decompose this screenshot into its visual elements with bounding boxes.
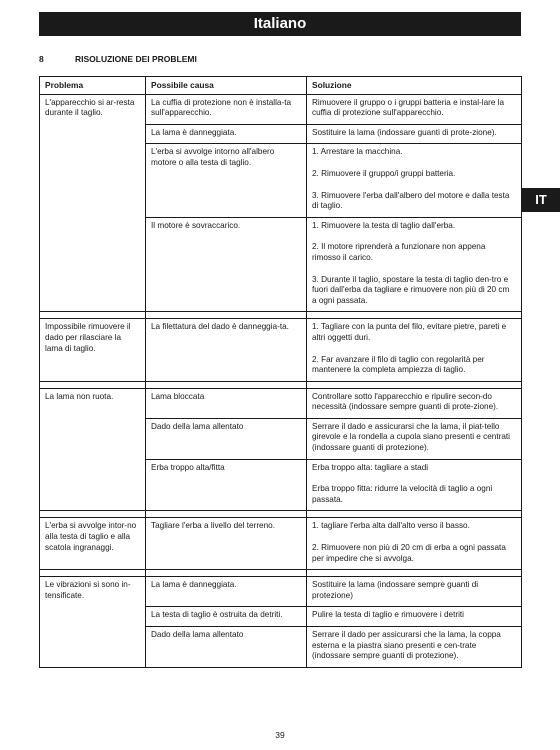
- language-side-tab: IT: [522, 188, 560, 212]
- solution-cell: [307, 388, 522, 418]
- problem-cell: Impossibile rimuovere il dado per rilasciare la lama di taglio.: [40, 319, 146, 381]
- page-number: 39: [275, 730, 285, 740]
- table-header-row: [40, 77, 522, 95]
- solution-step: Serrare il dado per assicurarsi che la lama, la coppa esterna e la piastra siano presenti e cen-trate (indossare sempre guanti di protezione).: [312, 630, 501, 661]
- solution-step: 3. Durante il taglio, spostare la testa di taglio den-tro e fuori dall'erba da tagliare e rimuovere non più di 20 cm a ogni passata.: [312, 274, 510, 305]
- solution-cell: [307, 418, 522, 459]
- section-title: RISOLUZIONE DEI PROBLEMI: [75, 54, 197, 64]
- cause-cell: Il motore è sovraccarico.: [146, 217, 307, 312]
- cause-cell: La filettatura del dado è danneggia-ta.: [146, 319, 307, 381]
- cause-cell: Erba troppo alta/fitta: [146, 459, 307, 511]
- solution-cell: [307, 607, 522, 627]
- solution-cell: [307, 319, 522, 381]
- table-row: [40, 319, 522, 381]
- cause-cell: Lama bloccata: [146, 388, 307, 418]
- problem-cell: Le vibrazioni si sono in-tensificate.: [40, 577, 146, 668]
- column-header-cause: Possibile causa: [146, 77, 307, 95]
- solution-cell: [307, 124, 522, 144]
- language-header: Italiano: [39, 12, 521, 36]
- group-spacer: [40, 570, 522, 577]
- problem-cell: La lama non ruota.: [40, 388, 146, 511]
- troubleshooting-table: [39, 76, 522, 668]
- solution-cell: [307, 94, 522, 124]
- solution-step: Serrare il dado e assicurarsi che la lama, il piat-tello girevole e la rondella a cupola siano presenti e centrati (indossare guanti di protezione).: [312, 421, 510, 453]
- solution-cell: [307, 459, 522, 511]
- cause-cell: L'erba si avvolge intorno all'albero motore o alla testa di taglio.: [146, 144, 307, 217]
- solution-step: Erba troppo alta: tagliare a stadi: [312, 462, 429, 472]
- solution-step: 1. Rimuovere la testa di taglio dall'erba.: [312, 220, 456, 230]
- cause-cell: La lama è danneggiata.: [146, 124, 307, 144]
- cause-cell: Dado della lama allentato: [146, 418, 307, 459]
- solution-step: Rimuovere il gruppo o i gruppi batteria e instal-lare la cuffia di protezione sull'apparecchio.: [312, 97, 505, 118]
- solution-step: Controllare sotto l'apparecchio e ripulire secon-do necessità (indossare sempre guanti di prote-zione).: [312, 391, 499, 412]
- solution-step: Sostituire la lama (indossare sempre guanti di protezione): [312, 580, 479, 600]
- solution-step: 3. Rimuovere l'erba dall'albero del motore e dalla testa di taglio.: [312, 190, 510, 211]
- group-spacer: [40, 511, 522, 518]
- section-number: 8: [39, 54, 44, 64]
- group-spacer: [40, 312, 522, 319]
- table-row: [40, 94, 522, 124]
- solution-step: Sostituire la lama (indossare guanti di prote-zione).: [312, 127, 497, 137]
- cause-cell: Tagliare l'erba a livello del terreno.: [146, 518, 307, 570]
- table-row: [40, 388, 522, 418]
- solution-cell: [307, 577, 522, 607]
- cause-cell: Dado della lama allentato: [146, 627, 307, 668]
- table-body: [40, 94, 522, 667]
- cause-cell: La testa di taglio è ostruita da detriti.: [146, 607, 307, 627]
- solution-cell: [307, 518, 522, 570]
- group-spacer: [40, 381, 522, 388]
- solution-step: 2. Rimuovere il gruppo/i gruppi batteria.: [312, 168, 456, 178]
- problem-cell: L'apparecchio si ar-resta durante il taglio.: [40, 94, 146, 312]
- solution-step: 1. tagliare l'erba alta dall'alto verso il basso.: [312, 521, 470, 531]
- table-row: [40, 577, 522, 607]
- column-header-solution: Soluzione: [307, 77, 522, 95]
- solution-step: 1. Tagliare con la punta del filo, evitare pietre, pareti e altri oggetti duri.: [312, 322, 507, 342]
- solution-step: Erba troppo fitta: ridurre la velocità di taglio a ogni passata.: [312, 484, 493, 504]
- column-header-problem: Problema: [40, 77, 146, 95]
- solution-step: 2. Far avanzare il filo di taglio con regolarità per mantenere la completa ampiezza di taglio.: [312, 354, 485, 375]
- section-heading: [39, 54, 197, 64]
- problem-cell: L'erba si avvolge intor-no alla testa di taglio e alla scatola ingranaggi.: [40, 518, 146, 570]
- table-row: [40, 518, 522, 570]
- cause-cell: La cuffia di protezione non è installa-ta sull'apparecchio.: [146, 94, 307, 124]
- solution-step: 2. Il motore riprenderà a funzionare non appena rimosso il carico.: [312, 242, 486, 262]
- solution-step: 1. Arrestare la macchina.: [312, 147, 403, 157]
- solution-cell: [307, 627, 522, 668]
- solution-step: Pulire la testa di taglio e rimuovere i detriti: [312, 610, 464, 620]
- cause-cell: La lama è danneggiata.: [146, 577, 307, 607]
- solution-step: 2. Rimuovere non più di 20 cm di erba a ogni passata per impedire che si avvolga.: [312, 543, 506, 563]
- solution-cell: [307, 217, 522, 312]
- solution-cell: [307, 144, 522, 217]
